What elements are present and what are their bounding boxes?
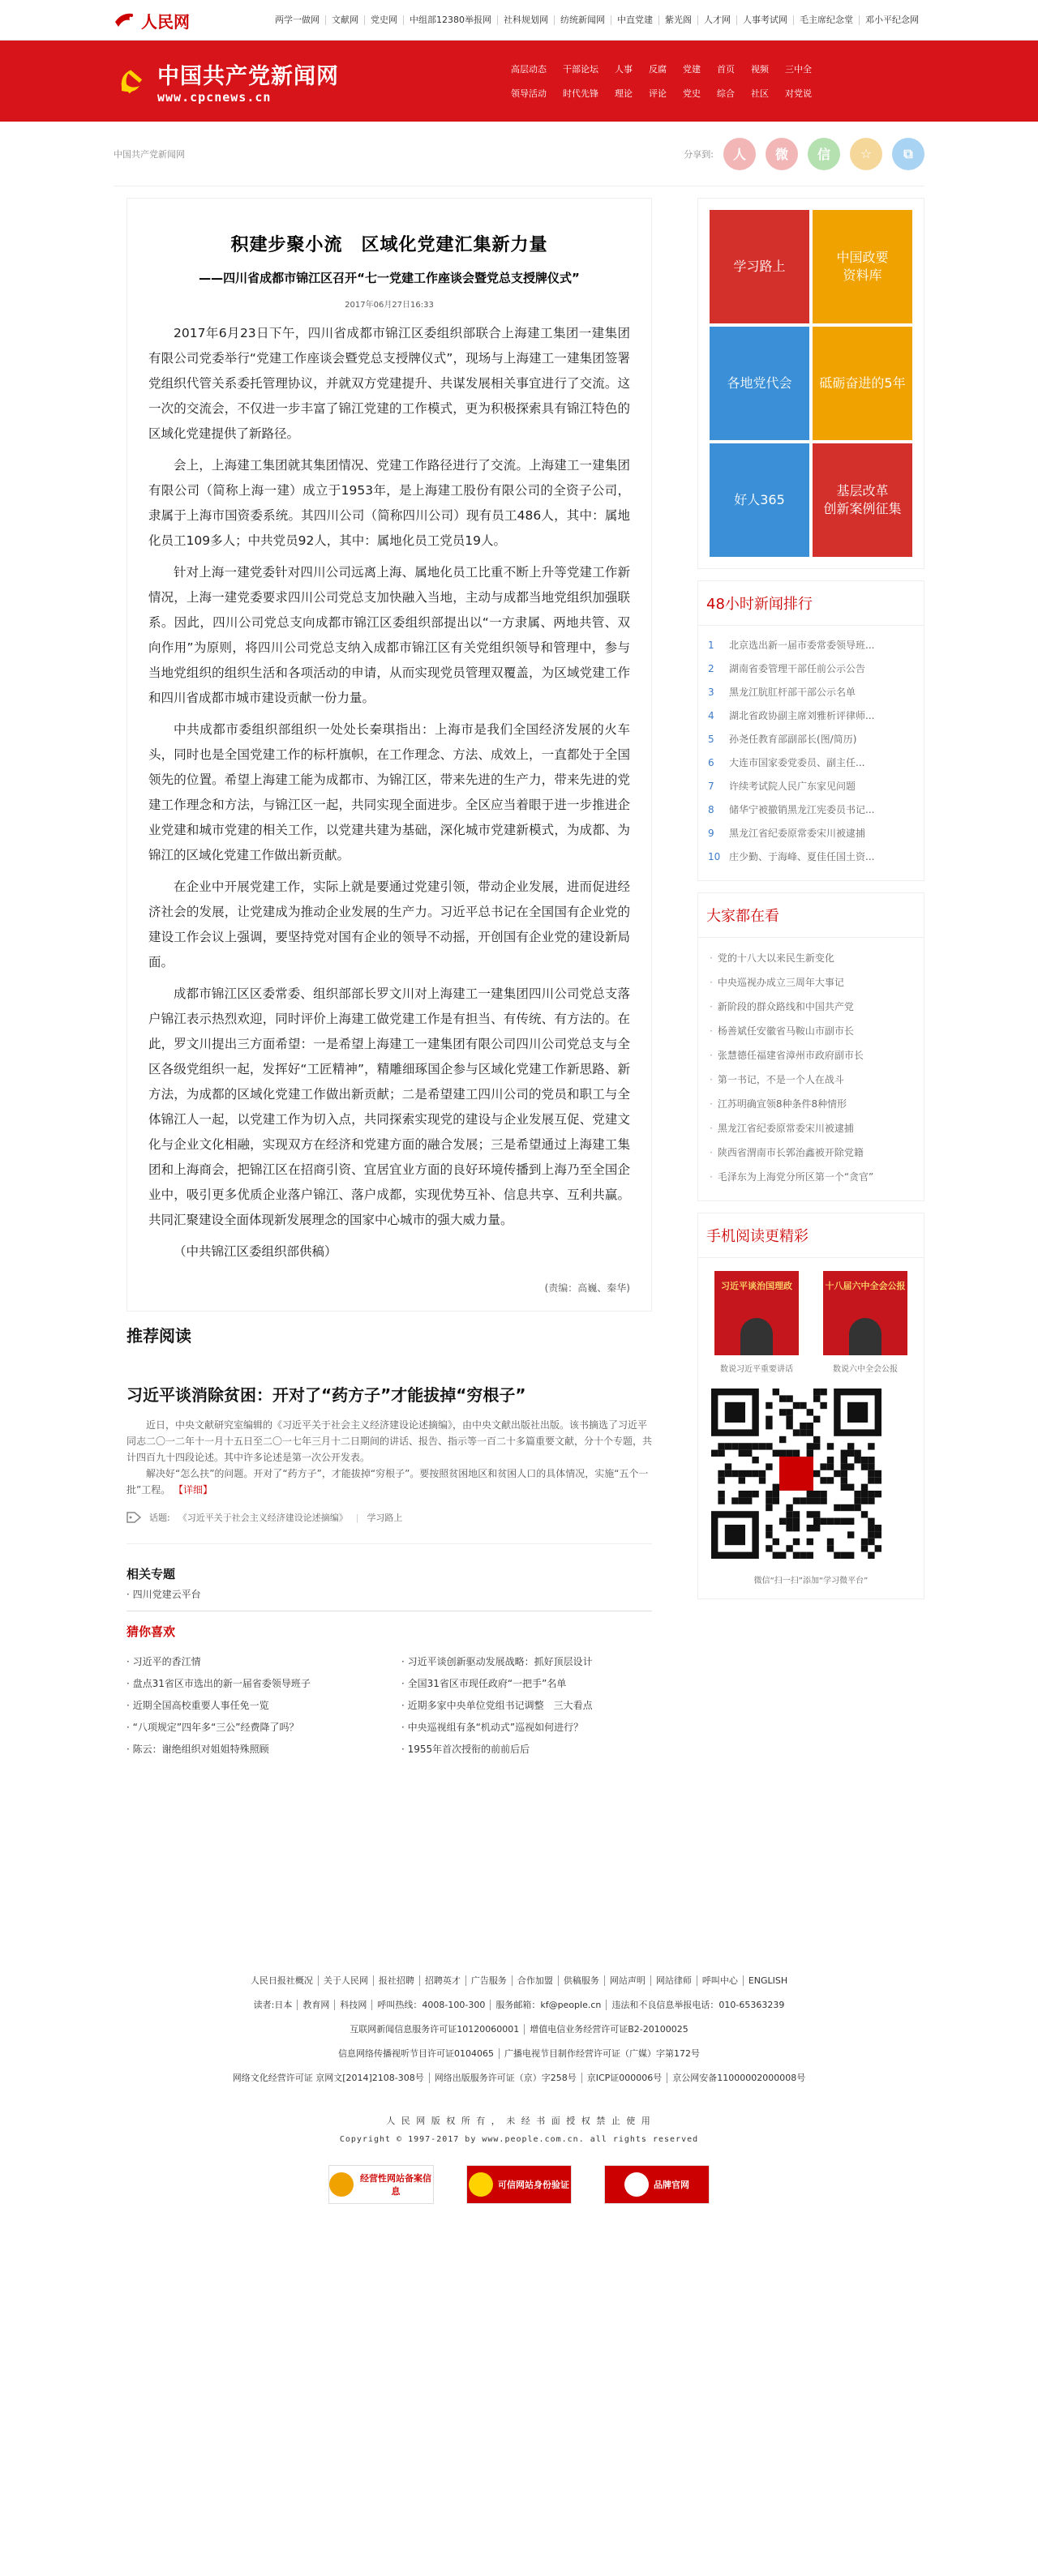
nav-item[interactable]: 评论: [649, 88, 667, 99]
hot-item[interactable]: · 新阶段的群众路线和中国共产党: [710, 995, 912, 1019]
site-url: www.cpcnews.cn: [157, 89, 272, 105]
mobile-box: [697, 1213, 924, 1599]
feature-tile-label: 基层改革 创新案例征集: [823, 483, 902, 516]
nav-item[interactable]: 领导活动: [511, 88, 547, 99]
rank-item[interactable]: [708, 775, 914, 798]
guess-item[interactable]: · 全国31省区市现任政府“一把手”名单: [401, 1678, 567, 1689]
cover-caption: 数说习近平重要讲话: [720, 1365, 793, 1374]
nav-item[interactable]: 反腐: [649, 64, 667, 75]
guess-item[interactable]: · 1955年首次授衔的前前后后: [401, 1744, 530, 1755]
rank-item-label: 大连市国家委党委员、副主任...: [729, 757, 865, 768]
related-item-label: 四川党建云平台: [132, 1589, 201, 1600]
article-title: 积建步聚小流 区域化党建汇集新力量: [230, 235, 548, 255]
rmw-logo[interactable]: [114, 9, 190, 32]
guess-item[interactable]: · 盘点31省区市选出的新一届省委领导班子: [127, 1678, 311, 1689]
guess-item[interactable]: · 近期全国高校重要人事任免一览: [127, 1700, 269, 1711]
footer-item[interactable]: 合作加盟: [512, 1975, 558, 1986]
rank-number: 7: [708, 781, 714, 792]
article-subtitle: ——四川省成都市锦江区召开“七一党建工作座谈会暨党总支授牌仪式”: [199, 271, 580, 285]
share-favorite-icon[interactable]: ☆: [850, 138, 882, 170]
footer-item[interactable]: 呼叫中心: [697, 1975, 743, 1986]
top-link[interactable]: 紫光阁: [658, 15, 697, 25]
article-paragraph: 针对上海一建党委针对四川公司远离上海、属地化员工比重不断上升等党建工作新情况，上海一建党委要求四川公司党总支加快融入当地，主动与成都当地党组织加强联系。因此，四川公司党总支向成都市锦江区委组织部提出以“一方隶属、两地共管、双向作用”为原则，将四川公司党总支纳入成都市锦江区有关党组织领导和管理中，参与当地党组织的组织生活和各项活动的申请，从而实现党员管理双覆盖，为区域党建工作和四川省成都市城市建设贡献一份力量。: [148, 565, 630, 705]
guess-item-label: 盘点31省区市选出的新一届省委领导班子: [132, 1678, 311, 1689]
feature-tile-label: 中国政要 资料库: [836, 250, 889, 283]
footer-item[interactable]: 招聘英才: [419, 1975, 465, 1986]
rank-item[interactable]: [708, 634, 914, 657]
guess-item-label: 1955年首次授衔的前前后后: [407, 1744, 530, 1755]
top-link[interactable]: 两学一做网: [275, 15, 320, 25]
guess-item[interactable]: · 近期多家中央单位党组书记调整 三大看点: [401, 1700, 593, 1711]
feature-tiles: [697, 198, 924, 569]
recommend-text-body: 解决好“怎么扶”的问题。开对了“药方子”，才能拔掉“穷根子”。要按照贫困地区和贫困人口的具体情况，实施“五个一批”工程。: [127, 1468, 649, 1496]
nav-item[interactable]: 时代先锋: [563, 88, 598, 99]
footer-item[interactable]: 报社招聘: [373, 1975, 419, 1986]
rank-box: [697, 580, 924, 881]
tag-link[interactable]: 《习近平关于社会主义经济建设论述摘编》: [178, 1513, 348, 1523]
guess-item-label: 陈云：谢绝组织对姐姐特殊照顾: [132, 1744, 269, 1755]
footer-item[interactable]: 供稿服务: [558, 1975, 604, 1986]
article-date: 2017年06月27日16:33: [345, 301, 434, 310]
feature-tile[interactable]: [813, 327, 912, 440]
rank-item[interactable]: [708, 704, 914, 728]
hot-item[interactable]: · 张慧德任福建省漳州市政府副市长: [710, 1043, 912, 1068]
feature-tile[interactable]: [813, 443, 912, 557]
share-label: 分享到:: [684, 148, 714, 160]
article-paragraph: 2017年6月23日下午，四川省成都市锦江区委组织部联合上海建工集团一建集团有限公司党委举行“党建工作座谈会暨党总支授牌仪式”，现场与上海建工一建集团签署党组织代管关系委托管理协议，并就双方党建提升、共谋发展相关事宜进行了交流。这一次的交流会，不仅进一步丰富了锦江党建的工作模式，更为积极探索具有锦江特色的区域化党建提供了新路径。: [148, 326, 630, 441]
guess-item-label: 全国31省区市现任政府“一把手”名单: [407, 1678, 567, 1689]
footer-line: [0, 2072, 1038, 2085]
rank-item-label: 黑龙江省纪委原常委宋川被逮捕: [729, 828, 866, 839]
rank-item-label: 许续考试院人民广东家见问题: [729, 781, 856, 792]
site-logo[interactable]: [114, 58, 511, 105]
recommend-more-link[interactable]: 【详细】: [174, 1484, 213, 1496]
rank-number: 8: [708, 804, 714, 815]
guess-item-label: 近期全国高校重要人事任免一览: [132, 1700, 269, 1711]
guess-item[interactable]: · 习近平的香江情: [127, 1656, 201, 1667]
hot-item[interactable]: · 中央巡视办成立三周年大事记: [710, 970, 912, 995]
top-link[interactable]: 党史网: [364, 15, 403, 25]
hot-item[interactable]: · 黑龙江省纪委原常委宋川被逮捕: [710, 1116, 912, 1140]
cover-plenum-image: 十八届六中全会公报: [823, 1271, 907, 1355]
footer: [0, 1975, 1038, 2204]
rank-number: 9: [708, 828, 714, 839]
rank-item[interactable]: [708, 798, 914, 822]
rank-item-label: 北京选出新一届市委常委领导班...: [729, 640, 875, 651]
article-paragraph: 成都市锦江区区委常委、组织部部长罗文川对上海建工一建集团四川公司党总支落户锦江表示热烈欢迎，同时评价上海建工做党建工作是有担当、有传统、有方法的。在此，罗文川提出三方面希望：一是希望上海建工一建集团有限公司四川公司党总支与全区各级党组织一起，发挥好“工匠精神”，精雕细琢国企参与区域化党建工作新思路、新方法，为成都的区域化党建工作做出新贡献；二是希望建工四川公司的党员和职工与全体锦江人一起，以党建工作为切入点，共同探索实现党的建设与企业发展互促、党建文化与企业文化相融，实现双方在经济和党建方面的融合发展；三是希望通过上海建工集团和上海商会，把锦江区在招商引资、宜居宜业方面的良好环境传播到上海乃至全国企业中，吸引更多优质企业落户锦江、落户成都，实现优势互补、信息共享、互利共赢。共同汇聚建设全面体现新发展理念的国家中心城市的强大威力量。: [148, 986, 630, 1227]
tag-icon: [127, 1512, 141, 1523]
badge-label: 品牌官网: [654, 2180, 689, 2190]
top-link[interactable]: 毛主席纪念堂: [793, 15, 859, 25]
guess-item[interactable]: · 习近平谈创新驱动发展战略：抓好顶层设计: [401, 1656, 593, 1667]
rank-item-label: 黑龙江肮肛杆部干部公示名单: [729, 687, 856, 698]
recommend-heading: 推荐阅读: [127, 1326, 191, 1346]
nav-item[interactable]: 干部论坛: [563, 64, 598, 75]
article-paragraph: 在企业中开展党建工作，实际上就是要通过党建引领，带动企业发展，进而促进经济社会的发展，让党建成为推动企业发展的生产力。习近平总书记在全国国有企业党的建设工作会议上强调，要坚持党对国有企业的领导不动摇，开创国有企业党的建设新局面。: [148, 879, 630, 969]
nav-item[interactable]: 社区: [751, 88, 769, 99]
rank-number: 10: [708, 851, 721, 862]
badge-brand-icon: [624, 2172, 649, 2197]
hot-item[interactable]: · 第一书记，不是一个人在战斗: [710, 1068, 912, 1092]
top-bar: [0, 0, 1038, 41]
top-link[interactable]: 邓小平纪念网: [859, 15, 924, 25]
nav-item[interactable]: 人事: [615, 64, 633, 75]
nav-item[interactable]: 党史: [683, 88, 701, 99]
people-logo-icon: [114, 11, 138, 30]
rank-number: 4: [708, 710, 714, 721]
article-editor: (责编：高巍、秦华): [544, 1282, 630, 1294]
guess-item-label: 中央巡视组有条“机动式”巡视如何进行？: [407, 1722, 584, 1733]
rank-item[interactable]: [708, 751, 914, 775]
rank-item-label: 孙尧任教育部副部长(图/简历): [729, 734, 857, 745]
related-item[interactable]: · 四川党建云平台: [127, 1587, 652, 1611]
feature-tile[interactable]: [813, 210, 912, 323]
badge-trusted[interactable]: [466, 2165, 572, 2204]
hot-box: [697, 892, 924, 1201]
footer-line: [0, 2048, 1038, 2060]
rank-number: 3: [708, 687, 714, 698]
top-link[interactable]: 中组部12380举报网: [403, 15, 497, 25]
nav-item[interactable]: 党建: [683, 64, 701, 75]
share-people-icon[interactable]: 人: [723, 138, 756, 170]
footer-item: 读者:日本: [253, 2000, 293, 2010]
footer-badges: [0, 2165, 1038, 2204]
feature-tile-label: 各地党代会: [727, 375, 792, 391]
footer-item: 网络出版服务许可证（京）字258号: [429, 2073, 581, 2083]
guess-item-label: “八项规定”四年多“三公”经费降了吗？: [132, 1722, 299, 1733]
footer-item: 科技网: [334, 2000, 371, 2010]
top-link[interactable]: 人事考试网: [736, 15, 793, 25]
share-bar: [684, 138, 924, 170]
footer-item: 增值电信业务经营许可证B2-20100025: [524, 2024, 693, 2035]
rank-heading: 48小时新闻排行: [698, 581, 924, 626]
guess-item[interactable]: · “八项规定”四年多“三公”经费降了吗？: [127, 1722, 299, 1733]
guess-item-label: 习近平谈创新驱动发展战略：抓好顶层设计: [407, 1656, 593, 1667]
qr-caption: 微信“扫一扫”添加“学习微平台”: [753, 1577, 869, 1585]
feature-tile-label: 学习路上: [733, 259, 786, 274]
guess-item-label: 习近平的香江情: [132, 1656, 201, 1667]
article: [127, 198, 652, 1312]
guess-item[interactable]: · 陈云：谢绝组织对姐姐特殊照顾: [127, 1744, 269, 1755]
hot-item[interactable]: · 杨善斌任安徽省马鞍山市副市长: [710, 1019, 912, 1043]
hot-item[interactable]: · 陕西省渭南市长郭治鑫被开除党籍: [710, 1140, 912, 1165]
guess-item-label: 近期多家中央单位党组书记调整 三大看点: [407, 1700, 593, 1711]
footer-line: [0, 1999, 1038, 2012]
feature-tile[interactable]: [710, 210, 809, 323]
footer-item: 教育网: [297, 2000, 334, 2010]
nav-item[interactable]: 对党说: [785, 88, 812, 99]
rank-number: 2: [708, 663, 714, 674]
site-header: [0, 41, 1038, 122]
footer-item: 京公网安备11000002000008号: [667, 2073, 810, 2083]
breadcrumb[interactable]: 中国共产党新闻网: [114, 148, 185, 160]
rank-list: [698, 626, 924, 880]
recommend-title[interactable]: 习近平谈消除贫困：开对了“药方子”才能拔掉“穷根子”: [127, 1385, 526, 1405]
footer-item[interactable]: ENGLISH: [743, 1975, 792, 1986]
qr-code-icon: [711, 1389, 881, 1559]
footer-rights: 人 民 网 版 权 所 有 ， 未 经 书 面 授 权 禁 止 使 用: [386, 2116, 652, 2126]
feature-tile-label: 好人365: [734, 492, 785, 507]
article-paragraph: 中共成都市委组织部组织一处处长秦琪指出：上海市是我们全国经济发展的火车头，同时也是全国党建工作的标杆旗帜，在工作理念、方法、成效上，一直都处于全国领先的位置。希望上海建工能为成都市、为锦江区，带来先进的生产力，带来先进的党建工作理念和方法，与锦江区一起，共同实现全面进步。全区应当着眼于进一步推进企业党建和城市党建的相关工作，以党建共建为基础，深化城市党建新模式，为成都、为锦江的区域化党建工作做出新贡献。: [148, 722, 630, 862]
nav-item[interactable]: 综合: [717, 88, 735, 99]
footer-links: [0, 1975, 1038, 1988]
rank-item[interactable]: [708, 822, 914, 845]
mobile-heading: 手机阅读更精彩: [698, 1213, 924, 1258]
rank-number: 6: [708, 757, 714, 768]
nav-item[interactable]: 视频: [751, 64, 769, 75]
nav-item[interactable]: 高层动态: [511, 64, 547, 75]
footer-item: 网络文化经营许可证 京网文[2014]2108-308号: [232, 2073, 424, 2083]
nav-item[interactable]: 首页: [717, 64, 735, 75]
article-paragraph: （中共锦江区委组织部供稿）: [174, 1244, 337, 1259]
cover-caption: 数说六中全会公报: [833, 1365, 898, 1374]
footer-item: 京ICP证000006号: [581, 2073, 667, 2083]
footer-item: 互联网新闻信息服务许可证10120060001: [350, 2024, 520, 2035]
badge-brand[interactable]: [604, 2165, 710, 2204]
rank-item[interactable]: [708, 657, 914, 681]
recommend-text: 近日，中央文献研究室编辑的《习近平关于社会主义经济建设论述摘编》，由中央文献出版社出版。该书摘选了习近平同志二〇一二年十一月十五日至二〇一七年三月十二日期间的讲话、报告、指示等一百二十多篇重要文献，分十个专题，共计四百九十四段论述。其中许多论述是第一次公开发表。: [127, 1419, 653, 1463]
top-link[interactable]: 人才网: [697, 15, 736, 25]
related-heading: 相关专题: [127, 1567, 176, 1581]
article-paragraph: 会上，上海建工集团就其集团情况、党建工作路径进行了交流。上海建工一建集团有限公司（简称上海一建）成立于1953年，是上海建工股份有限公司的全资子公司，隶属于上海市国资委系统。其四川公司（简称四川公司）现有员工486人，其中：属地化员工109多人；中共党员92人，其中：属地化员工党员19人。: [148, 458, 630, 548]
article-column: [114, 198, 665, 1756]
rmw-logo-text: 人民网: [141, 11, 190, 32]
rank-number: 5: [708, 734, 714, 745]
hot-item[interactable]: · 江苏明确宣领8种条件8种情形: [710, 1092, 912, 1116]
footer-copyright: Copyright © 1997-2017 by www.people.com.cn. all rights reserved: [339, 2135, 699, 2144]
rank-item-label: 庄少勤、于海峰、夏佳任国土资...: [729, 851, 875, 862]
breadcrumb-row: [114, 122, 924, 186]
topic-tags: [127, 1511, 652, 1544]
top-link[interactable]: 社科规划网: [497, 15, 554, 25]
badge-label: 可信网站身份验证: [498, 2180, 569, 2190]
top-link[interactable]: 文献网: [325, 15, 364, 25]
rank-item-label: 湖北省政协副主席刘雅析评律师...: [729, 710, 875, 721]
share-copy-icon[interactable]: ⧉: [892, 138, 924, 170]
footer-item[interactable]: 人民日报社概况: [250, 1975, 313, 1986]
share-weibo-icon[interactable]: 微: [766, 138, 798, 170]
tag-label: 话题:: [149, 1513, 170, 1523]
rank-item-label: 储华宁被撤销黑龙江宪委员书记...: [729, 804, 875, 815]
hot-item[interactable]: · 毛泽东为上海党分所区第一个“贪官”: [710, 1165, 912, 1189]
hot-list: [698, 938, 924, 1200]
main-content: [114, 198, 924, 1756]
rank-item[interactable]: [708, 681, 914, 704]
cover-speech-image: 习近平谈治国理政: [714, 1271, 799, 1355]
hot-item[interactable]: · 党的十八大以来民生新变化: [710, 946, 912, 970]
site-title: 中国共产党新闻网: [157, 63, 339, 89]
top-link[interactable]: 纺统新闻网: [554, 15, 611, 25]
rank-item[interactable]: [708, 845, 914, 869]
cover-speech[interactable]: [711, 1271, 802, 1374]
tag-separator: |: [355, 1512, 359, 1523]
footer-item[interactable]: 关于人民网: [318, 1975, 373, 1986]
footer-item[interactable]: 广告服务: [465, 1975, 512, 1986]
nav-item[interactable]: 理论: [615, 88, 633, 99]
rank-number: 1: [708, 640, 714, 651]
recommend-text: [127, 1466, 652, 1498]
sidebar: [697, 198, 924, 1756]
badge-filing[interactable]: [328, 2165, 434, 2204]
guess-item[interactable]: · 中央巡视组有条“机动式”巡视如何进行？: [401, 1722, 584, 1733]
party-emblem-icon: [114, 63, 149, 99]
footer-item: 呼叫热线：4008-100-300: [371, 2000, 490, 2010]
badge-filing-icon: [329, 2172, 354, 2197]
rank-item[interactable]: [708, 728, 914, 751]
footer-item[interactable]: 网站律师: [650, 1975, 697, 1986]
article-body: [148, 321, 630, 1264]
cover-plenum[interactable]: [820, 1271, 911, 1374]
guess-heading: 猜你喜欢: [127, 1624, 176, 1639]
guess-list: [127, 1654, 652, 1756]
footer-item[interactable]: 网站声明: [604, 1975, 650, 1986]
share-wechat-icon[interactable]: 信: [808, 138, 840, 170]
nav-item[interactable]: 三中全: [785, 64, 812, 75]
rank-item-label: 湖南省委管理干部任前公示公告: [729, 663, 866, 674]
feature-tile[interactable]: [710, 443, 809, 557]
badge-label: 经营性网站备案信息: [360, 2173, 431, 2197]
footer-item: 广播电视节目制作经营许可证（广媒）字第172号: [499, 2048, 705, 2059]
feature-tile-label: 砥砺奋进的5年: [819, 375, 906, 391]
footer-line: [0, 2023, 1038, 2036]
badge-trusted-icon: [469, 2172, 493, 2197]
main-nav: [511, 62, 828, 100]
footer-item: 服务邮箱：kf@people.cn: [490, 2000, 606, 2010]
hot-heading: 大家都在看: [698, 893, 924, 938]
footer-item: 信息网络传播视听节目许可证0104065: [338, 2048, 494, 2059]
top-link[interactable]: 中直党建: [611, 15, 658, 25]
tag-link[interactable]: 学习路上: [367, 1513, 403, 1523]
top-links: [269, 15, 924, 25]
feature-tile[interactable]: [710, 327, 809, 440]
footer-item: 违法和不良信息举报电话：010-65363239: [606, 2000, 789, 2010]
